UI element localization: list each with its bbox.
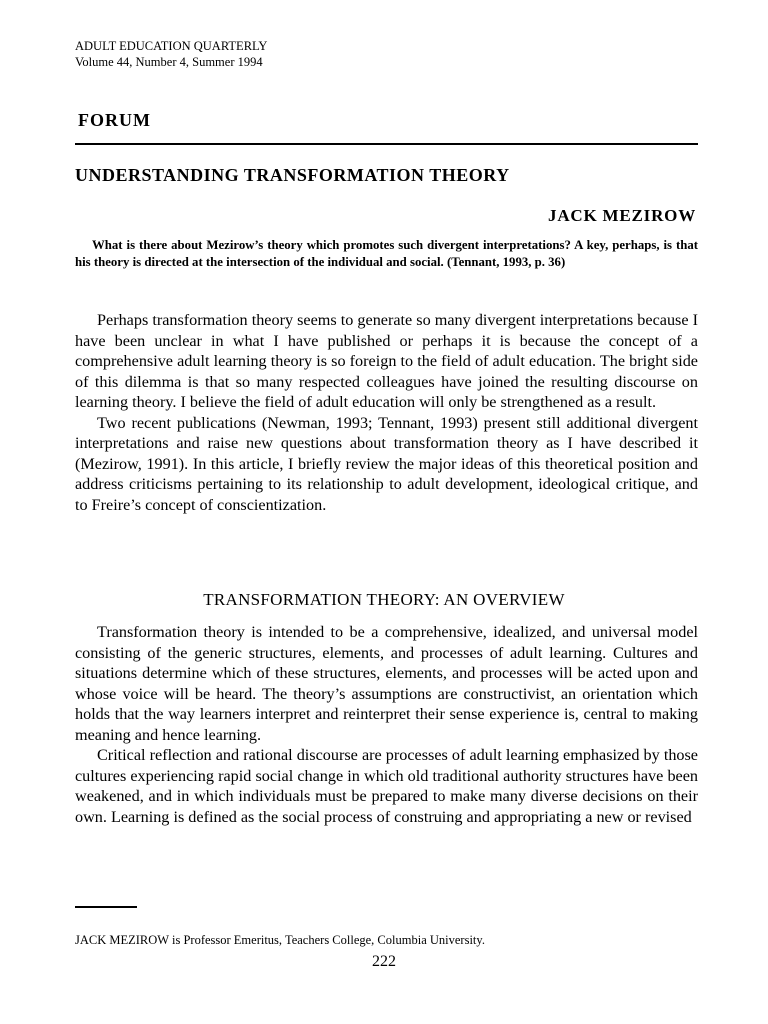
body-paragraph: Transformation theory is intended to be a comprehensive, idealized, and universal model consisting of the generic structures, elements, and processes of adult learning. Cultures and situations determine which of these structures, elements, and processes will be acted upon and whose voice will be heard. The theory’s assumptions are constructivist, an orientation which holds that the way learners interpret and reinterpret their sense experience is, central to making meaning and hence learning. [75, 623, 698, 744]
section-heading: TRANSFORMATION THEORY: AN OVERVIEW [203, 590, 565, 609]
body-paragraph: Critical reflection and rational discourse are processes of adult learning emphasized by those cultures experiencing rapid social change in which old traditional authority structures have been weakened, and in which individuals must be prepared to make many diverse decisions on their own. Learning is defined as the social process of construing and appropriating a new or revised [75, 746, 698, 826]
section-label: FORUM [78, 110, 151, 130]
author-footnote: JACK MEZIROW is Professor Emeritus, Teachers College, Columbia University. [75, 933, 485, 947]
footnote-divider [75, 906, 137, 908]
body-paragraph: Perhaps transformation theory seems to generate so many divergent interpretations because I have been unclear in what I have published or perhaps it is because the concept of a comprehensive adult learning theory is so foreign to the field of adult education. The bright side of this dilemma is that so many respected colleagues have joined the resulting discourse on learning theory. I believe the field of adult education will only be strengthened as a result. [75, 311, 698, 411]
issue-line: Volume 44, Number 4, Summer 1994 [75, 55, 263, 69]
article-author: JACK MEZIROW [548, 206, 696, 225]
page-number: 222 [372, 953, 396, 970]
journal-header [75, 38, 267, 70]
article-title: UNDERSTANDING TRANSFORMATION THEORY [75, 165, 510, 185]
overview-section [75, 622, 698, 827]
body-paragraph: Two recent publications (Newman, 1993; Tennant, 1993) present still additional divergent interpretations and raise new questions about transformation theory as I have described it (Mezirow, 1991). In this article, I briefly review the major ideas of this theoretical position and address criticisms pertaining to its relationship to adult development, ideological critique, and to Freire’s concept of conscientization. [75, 413, 698, 514]
intro-section [75, 310, 698, 515]
header-divider [75, 143, 698, 145]
journal-name: ADULT EDUCATION QUARTERLY [75, 39, 268, 53]
epigraph-quote: What is there about Mezirow’s theory which promotes such divergent interpretations? A key, perhaps, is that his theory is directed at the intersection of the individual and social. (Tennant, 1993, p. 36) [75, 238, 698, 269]
